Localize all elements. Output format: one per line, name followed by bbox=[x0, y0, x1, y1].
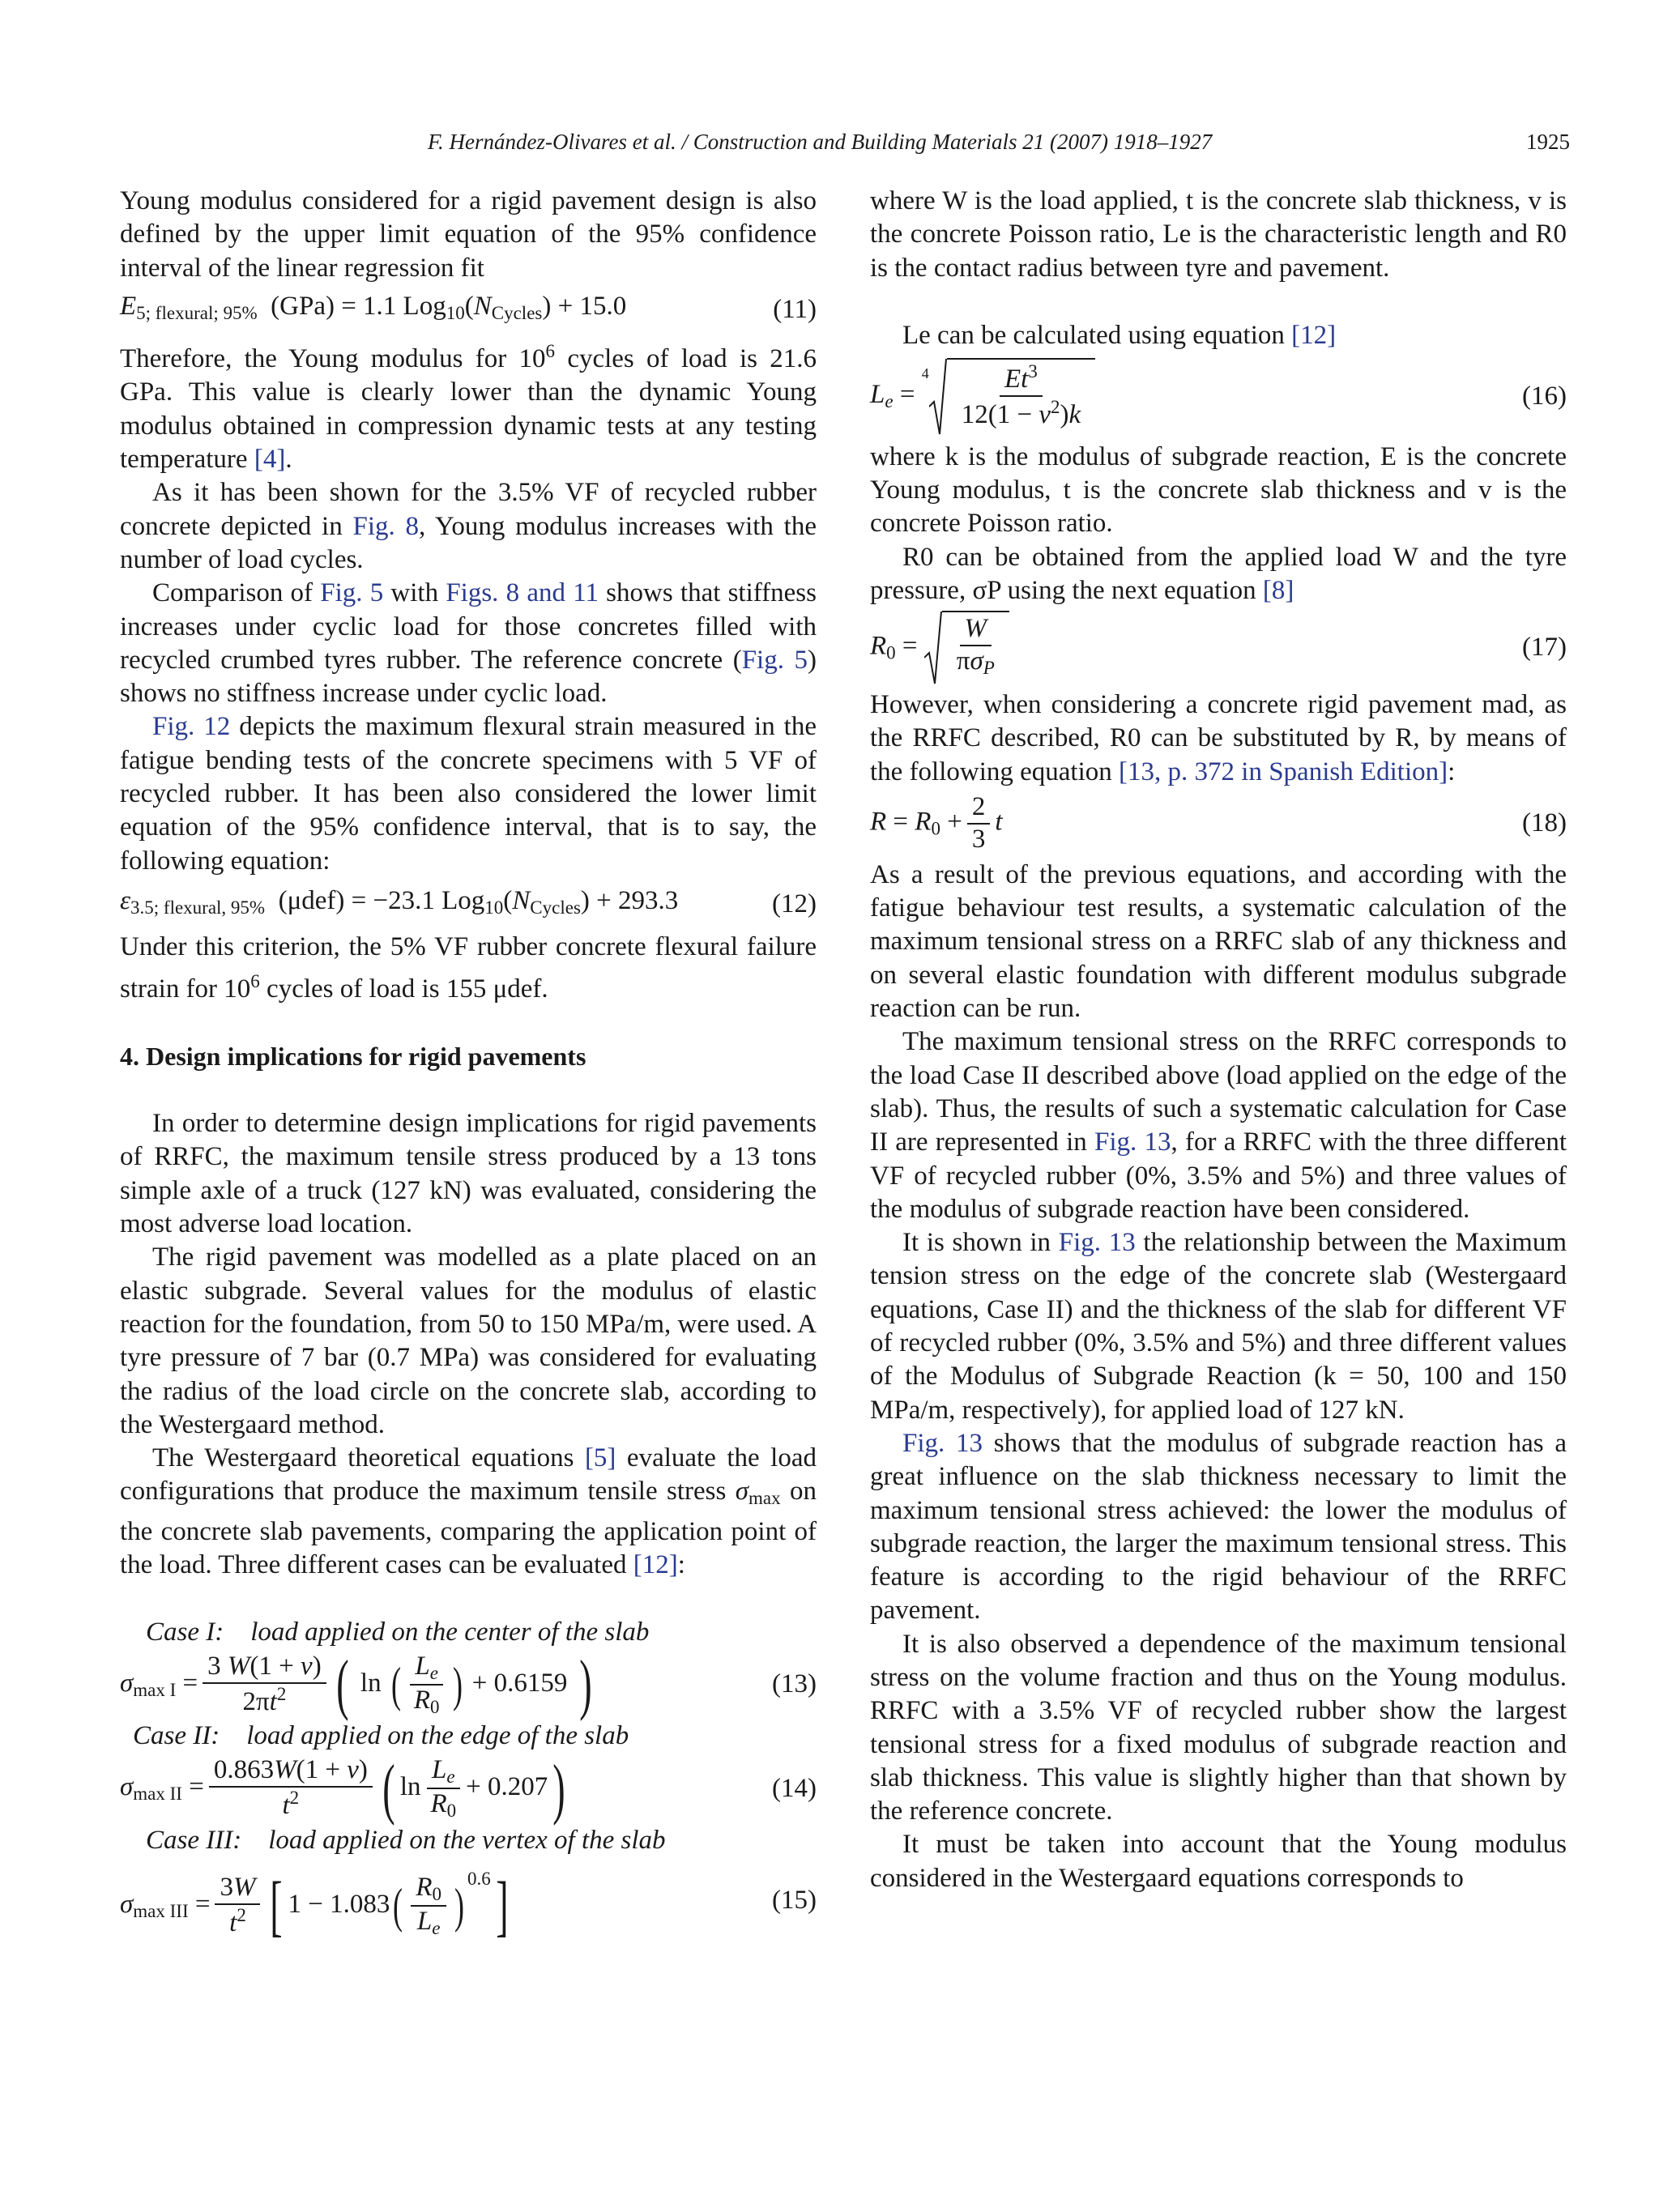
figure-link[interactable]: Fig. 8 bbox=[352, 511, 420, 541]
running-header bbox=[120, 130, 1570, 162]
figure-link[interactable]: Fig. 13 bbox=[1058, 1228, 1136, 1258]
paragraph: Comparison of Fig. 5 with Figs. 8 and 11 shows that stiffness increases under cyclic load for those concretes filled with recycled crumbed tyres rubber. The reference concrete (Fig. 5) shows no stiffness increase under cyclic load. bbox=[120, 578, 817, 709]
equation-18 bbox=[870, 792, 1567, 855]
paragraph: Under this criterion, the 5% VF rubber concrete flexural failure strain for $10^6$ cycles of load is 155 μdef. bbox=[120, 932, 817, 1004]
equation-12 bbox=[120, 884, 817, 924]
page-number: 1925 bbox=[1526, 130, 1570, 154]
equation-number: (11) bbox=[773, 294, 817, 324]
figure-link[interactable]: Fig. 13 bbox=[1094, 1127, 1171, 1157]
equation-body: $R_0$ = $\frac{W}{\pi\sigma_P}$ bbox=[870, 611, 1009, 685]
paragraph: Fig. 13 shows that the modulus of subgrade reaction has a great influence on the slab thickness necessary to limit the maximum tensional stress achieved: the lower the modulus of subgrade reaction, the larger the maximum tensional stress. This feature is according to the rigid behaviour of the RRFC pavement. bbox=[870, 1428, 1567, 1626]
paragraph: As it has been shown for the 3.5% VF of recycled rubber concrete depicted in Fig. 8, Young modulus increases with the number of load cycles. bbox=[120, 478, 817, 574]
paragraph: In order to determine design implications for rigid pavements of RRFC, the maximum tensile stress produced by a 13 tons simple axle of a truck (127 kN) was evaluated, considering the most adverse load location. bbox=[120, 1109, 817, 1239]
left-column bbox=[120, 185, 817, 1944]
case-label: Case III: load applied on the vertex of the slab bbox=[146, 1825, 666, 1855]
paragraph: As a result of the previous equations, and according with the fatigue behaviour test results, a systematic calculation of the maximum tensional stress on a RRFC slab of any thickness and on several elastic foundation with different modulus subgrade reaction can be run. bbox=[870, 859, 1567, 1024]
paragraph: Therefore, the Young modulus for $10^6$ cycles of load is 21.6 GPa. This value is clearly lower than the dynamic Young modulus obtained in compression dynamic tests at any testing temperature [4]. bbox=[120, 341, 817, 475]
reference-link[interactable]: [4] bbox=[254, 445, 286, 475]
equation-16 bbox=[870, 357, 1567, 435]
journal-citation: F. Hernández-Olivares et al. / Construction and Building Materials 21 (2007) 1918–1927 bbox=[428, 130, 1213, 154]
figure-link[interactable]: Fig. 5 bbox=[741, 645, 808, 675]
equation-number: (18) bbox=[1522, 808, 1567, 838]
equation-body: $\sigma_{max I}$ = $\frac{3 W(1 + v)}{2\pi t^2}$ ( ln ( $\frac{L_e}{R_0}$ ) + 0.6159 ) bbox=[120, 1647, 592, 1723]
paragraph: Le can be calculated using equation [12] bbox=[902, 320, 1337, 350]
equation-number: (17) bbox=[1522, 633, 1567, 663]
figure-link[interactable]: Figs. 8 and 11 bbox=[446, 578, 599, 608]
paragraph: The Westergaard theoretical equations [5] evaluate the load configurations that produce the maximum tensile stress $\sigma_{max}$ on the concrete slab pavements, comparing the application point of the load. Three different cases can be evaluated [12]: bbox=[120, 1443, 817, 1579]
figure-link[interactable]: Fig. 5 bbox=[320, 578, 384, 608]
equation-13 bbox=[120, 1647, 817, 1723]
equation-body: $R = R_0$ + $\frac{2}{3}$ t bbox=[870, 791, 1003, 854]
radical-sign-icon bbox=[929, 358, 947, 436]
right-column bbox=[870, 185, 1567, 1895]
paragraph: where k is the modulus of subgrade reaction, E is the concrete Young modulus, t is the concrete slab thickness and v is the concrete Poisson ratio. bbox=[870, 441, 1567, 539]
equation-number: (16) bbox=[1522, 381, 1567, 411]
equation-body: $\sigma_{max II}$ = $\frac{0.863W(1 + v)}{t^2}$ ( ln $\frac{L_e}{R_0}$ + 0.207) bbox=[120, 1750, 565, 1826]
section-heading: 4. Design implications for rigid pavements bbox=[120, 1041, 586, 1071]
radical-sign-icon bbox=[924, 611, 942, 685]
case-label: Case I: load applied on the center of the slab bbox=[146, 1617, 650, 1647]
equation-body: $\varepsilon_{3.5; flexural, 95\%}$ (μdef) = −23.1 $Log_{10}(N_{Cycles}) + 293.3$ bbox=[120, 885, 679, 918]
paragraph: Fig. 12 depicts the maximum flexural strain measured in the fatigue bending tests of the concrete specimens with 5 VF of recycled rubber. It has been also considered the lower limit equation of the 95% confidence interval, that is to say, the following equation: bbox=[120, 712, 817, 876]
equation-17 bbox=[870, 611, 1567, 685]
equation-number: (13) bbox=[772, 1669, 817, 1699]
reference-link[interactable]: [8] bbox=[1262, 575, 1294, 605]
paragraph: R0 can be obtained from the applied load W and the tyre pressure, σP using the next equation [8] bbox=[870, 542, 1567, 605]
equation-body: $E_{5; flexural; 95\%}$ (GPa) = 1.1 $Log_{10}(N_{Cycles}) + 15.0$ bbox=[120, 291, 627, 323]
equation-body: $L_e = ^4$ $\frac{Et^3}{12(1 - v^2)k}$ bbox=[870, 357, 1095, 435]
paragraph: It must be taken into account that the Young modulus considered in the Westergaard equations corresponds to bbox=[870, 1830, 1567, 1893]
equation-11 bbox=[120, 290, 817, 330]
paragraph: It is shown in Fig. 13 the relationship between the Maximum tension stress on the edge of the concrete slab (Westergaard equations, Case II) and the thickness of the slab for different VF of recycled rubber (0%, 3.5% and 5%) and three different values of the Modulus of Subgrade Reaction (k = 50, 100 and 150 MPa/m, respectively), for applied load of 127 kN. bbox=[870, 1228, 1567, 1425]
paragraph: The rigid pavement was modelled as a plate placed on an elastic subgrade. Several values for the modulus of elastic reaction for the foundation, from 50 to 150 MPa/m, were used. A tyre pressure of 7 bar (0.7 MPa) was considered for evaluating the radius of the load circle on the concrete slab, according to the Westergaard method. bbox=[120, 1242, 817, 1439]
figure-link[interactable]: Fig. 13 bbox=[902, 1428, 983, 1458]
equation-number: (15) bbox=[772, 1886, 817, 1916]
reference-link[interactable]: [13, p. 372 in Spanish Edition] bbox=[1119, 757, 1448, 786]
paragraph: The maximum tensional stress on the RRFC corresponds to the load Case II described above (load applied on the edge of the slab). Thus, the results of such a systematic calculation for Case II are represented in Fig. 13, for a RRFC with the three different VF of recycled rubber (0%, 3.5% and 5%) and three values of the modulus of subgrade reaction have been considered. bbox=[870, 1027, 1567, 1224]
paragraph: It is also observed a dependence of the maximum tensional stress on the volume fraction and thus on the Young modulus. RRFC with a 3.5% VF of recycled rubber show the largest tensional stress for a fixed modulus of subgrade reaction and slab thickness. This value is slightly higher than that shown by the reference concrete. bbox=[870, 1629, 1567, 1826]
equation-number: (12) bbox=[772, 889, 817, 918]
equation-14 bbox=[120, 1750, 817, 1826]
equation-body: $\sigma_{max III}$ = $\frac{3W}{t^2}$ [ 1 − 1.083( $\frac{R_0}{L_e}$ )$^{0.6}$] bbox=[120, 1868, 509, 1944]
equation-15 bbox=[120, 1862, 817, 1944]
figure-link[interactable]: Fig. 12 bbox=[152, 712, 231, 742]
case-label: Case II: load applied on the edge of the slab bbox=[133, 1721, 629, 1751]
paragraph: Young modulus considered for a rigid pavement design is also defined by the upper limit equation of the 95% confidence interval of the linear regression fit bbox=[120, 186, 817, 283]
paragraph: However, when considering a concrete rigid pavement mad, as the RRFC described, R0 can be substituted by R, by means of the following equation [13, p. 372 in Spanish Edition]: bbox=[870, 690, 1567, 786]
equation-number: (14) bbox=[772, 1773, 817, 1803]
reference-link[interactable]: [5] bbox=[584, 1443, 616, 1473]
paragraph: where W is the load applied, t is the concrete slab thickness, v is the concrete Poisson ratio, Le is the characteristic length and R0 is the contact radius between tyre and pavement. bbox=[870, 186, 1567, 283]
reference-link[interactable]: [12] bbox=[1291, 320, 1337, 350]
reference-link[interactable]: [12] bbox=[633, 1549, 678, 1579]
